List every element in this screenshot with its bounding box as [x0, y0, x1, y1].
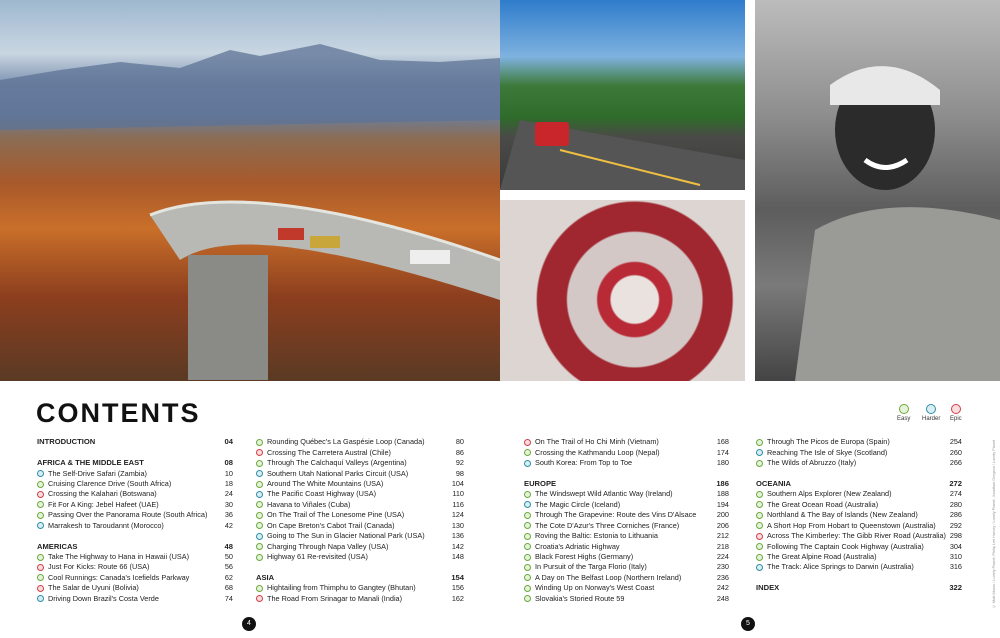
toc-entry-title: Northland & The Bay of Islands (New Zealand) [767, 510, 918, 520]
toc-entry[interactable] [756, 552, 962, 562]
toc-entry-title: The Great Ocean Road (Australia) [767, 499, 879, 509]
toc-page-number: 10 [224, 468, 233, 478]
toc-page-number: 206 [716, 520, 729, 530]
toc-entry-title: Southern Alps Explorer (New Zealand) [767, 489, 892, 499]
toc-entry-title: The Road From Srinagar to Manali (India) [267, 593, 403, 603]
toc-page-number: 36 [224, 510, 233, 520]
car-easy-icon [756, 554, 763, 561]
toc-page-number: 74 [224, 593, 233, 603]
toc-entry[interactable] [524, 521, 729, 531]
toc-entry[interactable] [524, 458, 729, 468]
toc-entry[interactable] [524, 541, 729, 551]
car-easy-icon [256, 481, 263, 488]
toc-entry-title: Following The Captain Cook Highway (Australia) [767, 541, 924, 551]
toc-page-number: 322 [949, 583, 962, 593]
toc-entry[interactable] [256, 552, 464, 562]
toc-entry-title: The Self-Drive Safari (Zambia) [48, 468, 147, 478]
toc-entry[interactable] [37, 521, 233, 531]
toc-page-number: 116 [452, 499, 464, 509]
photo-smiling-driver [755, 0, 1000, 381]
car-easy-icon [756, 439, 763, 446]
toc-spacer [256, 562, 464, 572]
toc-column-2 [256, 437, 464, 604]
toc-entry-title: Through The Grapevine: Route des Vins D'Alsace [535, 510, 697, 520]
toc-entry[interactable] [256, 594, 464, 604]
toc-page-number: 86 [455, 447, 464, 457]
toc-entry[interactable] [37, 468, 233, 478]
toc-entry[interactable] [37, 489, 233, 499]
photo-credit: © Matt Munro / Lonely Planet; Philip Lee Harvey / Lonely Planet; Jonathan Gregson / Lonely Planet [992, 440, 996, 608]
toc-page-number: 18 [224, 478, 233, 488]
legend-easy [897, 404, 910, 422]
viaduct-illustration [0, 0, 500, 381]
toc-entry[interactable] [256, 458, 464, 468]
toc-page-number: 148 [451, 552, 464, 562]
car-harder-icon [926, 404, 936, 414]
car-epic-icon [524, 439, 531, 446]
toc-entry[interactable] [524, 500, 729, 510]
toc-entry-title: Cruising Clarence Drive (South Africa) [48, 478, 172, 488]
car-easy-icon [524, 585, 531, 592]
toc-entry[interactable] [756, 510, 962, 520]
toc-entry-title: Going to The Sun in Glacier National Park (USA) [267, 531, 425, 541]
toc-entry[interactable] [756, 531, 962, 541]
toc-page-number: 218 [716, 541, 729, 551]
toc-page-number: 236 [716, 572, 729, 582]
toc-page-number: 304 [949, 541, 962, 551]
toc-page-number: 242 [716, 583, 729, 593]
toc-entry-title: South Korea: From Top to Toe [535, 458, 633, 468]
car-easy-icon [37, 554, 44, 561]
car-epic-icon [37, 491, 44, 498]
toc-entry-title: INTRODUCTION [37, 437, 96, 447]
toc-entry-title: On Cape Breton's Cabot Trail (Canada) [267, 520, 395, 530]
toc-entry[interactable] [524, 447, 729, 457]
legend-epic [950, 404, 962, 422]
toc-page-number: 174 [716, 447, 729, 457]
car-epic-icon [256, 595, 263, 602]
car-harder-icon [256, 470, 263, 477]
toc-entry-title: Driving Down Brazil's Costa Verde [48, 593, 159, 603]
toc-page-number: 292 [949, 520, 962, 530]
toc-entry[interactable] [524, 510, 729, 520]
toc-entry-title: Rounding Québec's La Gaspésie Loop (Canada) [267, 437, 425, 447]
toc-page-number: 310 [949, 552, 962, 562]
car-easy-icon [756, 543, 763, 550]
car-easy-icon [756, 501, 763, 508]
toc-entry-title: Croatia's Adriatic Highway [535, 541, 620, 551]
toc-column-1 [37, 437, 233, 604]
toc-entry-title: The Windswept Wild Atlantic Way (Ireland) [535, 489, 673, 499]
toc-entry[interactable] [37, 573, 233, 583]
toc-entry-title: On The Trail of The Lonesome Pine (USA) [267, 510, 405, 520]
toc-entry-title: Hightailing from Thimphu to Gangtey (Bhutan) [267, 583, 416, 593]
toc-page-number: 186 [716, 478, 729, 488]
toc-page-number: 92 [455, 458, 464, 468]
toc-entry[interactable] [256, 479, 464, 489]
toc-page-number: 298 [949, 531, 962, 541]
toc-page-number: 50 [224, 552, 233, 562]
page-title: CONTENTS [36, 398, 201, 428]
toc-entry-title: ASIA [256, 572, 275, 582]
toc-entry[interactable] [524, 594, 729, 604]
toc-page-number: 248 [716, 593, 729, 603]
car-easy-icon [256, 543, 263, 550]
toc-page-number: 200 [716, 510, 729, 520]
toc-entry-title: INDEX [756, 583, 780, 593]
toc-page-number: 110 [452, 489, 464, 499]
toc-entry[interactable] [524, 573, 729, 583]
toc-entry-title: Marrakesh to Taroudannt (Morocco) [48, 520, 164, 530]
toc-page-number: 04 [224, 437, 233, 447]
toc-page-number: 56 [224, 562, 233, 572]
toc-page-number: 80 [455, 437, 464, 447]
car-harder-icon [756, 449, 763, 456]
toc-page-number: 224 [716, 552, 729, 562]
toc-page-number: 316 [949, 562, 962, 572]
toc-entry-title: The Great Alpine Road (Australia) [767, 552, 877, 562]
toc-page-number: 48 [224, 541, 233, 551]
toc-page-number: 130 [451, 520, 464, 530]
car-harder-icon [256, 533, 263, 540]
toc-entry[interactable] [256, 531, 464, 541]
toc-page-number: 272 [949, 478, 962, 488]
toc-page-number: 280 [949, 499, 962, 509]
page-number-left: 4 [242, 617, 256, 631]
car-easy-icon [756, 512, 763, 519]
car-easy-icon [256, 554, 263, 561]
toc-page-number: 124 [451, 510, 464, 520]
toc-entry[interactable] [37, 562, 233, 572]
toc-page-number: 274 [949, 489, 962, 499]
toc-entry[interactable] [756, 437, 962, 447]
car-easy-icon [756, 460, 763, 467]
toc-page-number: 68 [224, 583, 233, 593]
legend-harder [922, 404, 940, 422]
toc-section-heading[interactable] [256, 573, 464, 583]
toc-section-heading[interactable] [756, 479, 962, 489]
toc-spacer [756, 468, 962, 478]
car-easy-icon [524, 595, 531, 602]
car-easy-icon [524, 533, 531, 540]
toc-entry-title: Havana to Viñales (Cuba) [267, 499, 351, 509]
toc-entry[interactable] [256, 447, 464, 457]
toc-entry-title: The Salar de Uyuni (Bolivia) [48, 583, 139, 593]
toc-entry[interactable] [37, 583, 233, 593]
toc-section-heading[interactable] [37, 458, 233, 468]
car-epic-icon [951, 404, 961, 414]
toc-entry-title: Reaching The Isle of Skye (Scotland) [767, 447, 888, 457]
toc-entry[interactable] [524, 531, 729, 541]
toc-page-number: 180 [716, 458, 729, 468]
toc-entry[interactable] [256, 468, 464, 478]
toc-entry[interactable] [756, 521, 962, 531]
toc-section-heading[interactable] [756, 583, 962, 593]
car-harder-icon [37, 595, 44, 602]
toc-entry-title: OCEANIA [756, 478, 792, 488]
toc-entry[interactable] [256, 510, 464, 520]
toc-entry[interactable] [37, 552, 233, 562]
toc-entry-title: EUROPE [524, 478, 557, 488]
car-easy-icon [524, 574, 531, 581]
toc-page-number: 42 [224, 520, 233, 530]
legend-label: Harder [922, 416, 941, 422]
photo-steering-wheel [500, 200, 745, 381]
coastal-road-illustration [500, 0, 745, 190]
toc-page-number: 156 [451, 583, 464, 593]
toc-entry-title: A Day on The Belfast Loop (Northern Ireland) [535, 572, 682, 582]
toc-entry-title: Across The Kimberley: The Gibb River Road (Australia) [767, 531, 946, 541]
toc-page-number: 30 [224, 499, 233, 509]
car-easy-icon [524, 543, 531, 550]
car-easy-icon [899, 404, 909, 414]
car-easy-icon [756, 522, 763, 529]
toc-entry-title: Passing Over the Panorama Route (South Africa) [48, 510, 208, 520]
toc-entry-title: Through The Calchaquí Valleys (Argentina) [267, 458, 407, 468]
car-easy-icon [256, 501, 263, 508]
toc-entry[interactable] [37, 500, 233, 510]
car-harder-icon [37, 470, 44, 477]
toc-entry[interactable] [524, 562, 729, 572]
toc-page-number: 168 [716, 437, 729, 447]
toc-entry[interactable] [524, 583, 729, 593]
toc-entry[interactable] [756, 458, 962, 468]
toc-entry-title: Black Forest Highs (Germany) [535, 552, 634, 562]
toc-page-number: 136 [451, 531, 464, 541]
toc-spacer [37, 447, 233, 457]
toc-entry-title: Slovakia's Storied Route 59 [535, 593, 625, 603]
toc-column-4 [756, 437, 962, 594]
toc-entry-title: Highway 61 Re-revisited (USA) [267, 552, 368, 562]
toc-page-number: 104 [451, 478, 464, 488]
toc-entry-title: Charging Through Napa Valley (USA) [267, 541, 389, 551]
toc-page-number: 260 [949, 447, 962, 457]
car-epic-icon [37, 564, 44, 571]
toc-page-number: 254 [949, 437, 962, 447]
toc-entry-title: Around The White Mountains (USA) [267, 478, 384, 488]
photo-mountain-viaduct [0, 0, 500, 381]
toc-entry-title: Southern Utah National Parks Circuit (USA) [267, 468, 409, 478]
toc-entry[interactable] [524, 489, 729, 499]
toc-section-heading[interactable] [37, 541, 233, 551]
car-easy-icon [256, 460, 263, 467]
toc-entry-title: The Wilds of Abruzzo (Italy) [767, 458, 857, 468]
legend-label: Epic [950, 416, 962, 422]
car-easy-icon [256, 585, 263, 592]
toc-entry-title: The Magic Circle (Iceland) [535, 499, 621, 509]
car-easy-icon [37, 574, 44, 581]
toc-column-3 [524, 437, 729, 604]
car-easy-icon [256, 512, 263, 519]
toc-entry-title: Crossing the Kathmandu Loop (Nepal) [535, 447, 660, 457]
toc-entry-title: Crossing The Carretera Austral (Chile) [267, 447, 391, 457]
car-harder-icon [256, 491, 263, 498]
toc-entry[interactable] [756, 562, 962, 572]
toc-entry[interactable] [756, 541, 962, 551]
toc-page-number: 188 [716, 489, 729, 499]
toc-entry[interactable] [256, 583, 464, 593]
toc-section-heading[interactable] [37, 437, 233, 447]
car-harder-icon [524, 460, 531, 467]
toc-page-number: 08 [224, 458, 233, 468]
toc-page-number: 24 [224, 489, 233, 499]
car-easy-icon [256, 439, 263, 446]
legend-label: Easy [897, 416, 911, 422]
car-harder-icon [524, 501, 531, 508]
toc-entry-title: Just For Kicks: Route 66 (USA) [48, 562, 150, 572]
toc-page-number: 194 [716, 499, 729, 509]
toc-entry[interactable] [256, 489, 464, 499]
page-number-right: 5 [741, 617, 755, 631]
car-easy-icon [37, 501, 44, 508]
toc-entry-title: Crossing the Kalahari (Botswana) [48, 489, 157, 499]
car-easy-icon [524, 449, 531, 456]
car-easy-icon [756, 491, 763, 498]
toc-entry[interactable] [756, 489, 962, 499]
toc-entry-title: The Cote D'Azur's Three Corniches (France) [535, 520, 680, 530]
toc-entry[interactable] [37, 510, 233, 520]
toc-entry-title: A Short Hop From Hobart to Queenstown (Australia) [767, 520, 936, 530]
toc-entry-title: Take The Highway to Hana in Hawaii (USA) [48, 552, 189, 562]
toc-section-heading[interactable] [524, 479, 729, 489]
toc-page-number: 142 [451, 541, 464, 551]
toc-entry-title: Winding Up on Norway's West Coast [535, 583, 655, 593]
car-epic-icon [756, 533, 763, 540]
toc-entry-title: Through The Picos de Europa (Spain) [767, 437, 890, 447]
car-easy-icon [37, 512, 44, 519]
car-harder-icon [37, 522, 44, 529]
toc-entry[interactable] [256, 500, 464, 510]
car-easy-icon [37, 481, 44, 488]
car-easy-icon [524, 554, 531, 561]
car-epic-icon [37, 585, 44, 592]
toc-entry-title: Fit For A King: Jebel Hafeet (UAE) [48, 499, 159, 509]
toc-page-number: 266 [949, 458, 962, 468]
toc-entry[interactable] [256, 521, 464, 531]
toc-page-number: 212 [716, 531, 729, 541]
car-easy-icon [524, 512, 531, 519]
toc-page-number: 230 [716, 562, 729, 572]
car-easy-icon [524, 491, 531, 498]
toc-entry[interactable] [256, 541, 464, 551]
toc-entry[interactable] [524, 437, 729, 447]
toc-page-number: 154 [451, 572, 464, 582]
toc-entry[interactable] [37, 594, 233, 604]
toc-entry[interactable] [37, 479, 233, 489]
toc-spacer [524, 468, 729, 478]
toc-entry[interactable] [756, 500, 962, 510]
driver-illustration [755, 0, 1000, 381]
toc-page-number: 286 [949, 510, 962, 520]
toc-page-number: 62 [224, 572, 233, 582]
toc-entry[interactable] [524, 552, 729, 562]
car-easy-icon [524, 522, 531, 529]
toc-entry-title: The Track: Alice Springs to Darwin (Australia) [767, 562, 914, 572]
toc-spacer [37, 531, 233, 541]
toc-page-number: 162 [451, 593, 464, 603]
photo-coastal-road [500, 0, 745, 190]
toc-spacer [756, 573, 962, 583]
car-easy-icon [256, 522, 263, 529]
toc-entry-title: Roving the Baltic: Estonia to Lithuania [535, 531, 658, 541]
toc-entry-title: AFRICA & THE MIDDLE EAST [37, 458, 144, 468]
car-easy-icon [524, 564, 531, 571]
toc-entry[interactable] [256, 437, 464, 447]
car-harder-icon [756, 564, 763, 571]
toc-page-number: 98 [455, 468, 464, 478]
toc-entry-title: On The Trail of Ho Chi Minh (Vietnam) [535, 437, 659, 447]
toc-entry-title: The Pacific Coast Highway (USA) [267, 489, 377, 499]
toc-entry-title: AMERICAS [37, 541, 78, 551]
toc-entry-title: In Pursuit of the Targa Florio (Italy) [535, 562, 647, 572]
toc-entry-title: Cool Runnings: Canada's Icefields Parkway [48, 572, 190, 582]
toc-entry[interactable] [756, 447, 962, 457]
car-epic-icon [256, 449, 263, 456]
